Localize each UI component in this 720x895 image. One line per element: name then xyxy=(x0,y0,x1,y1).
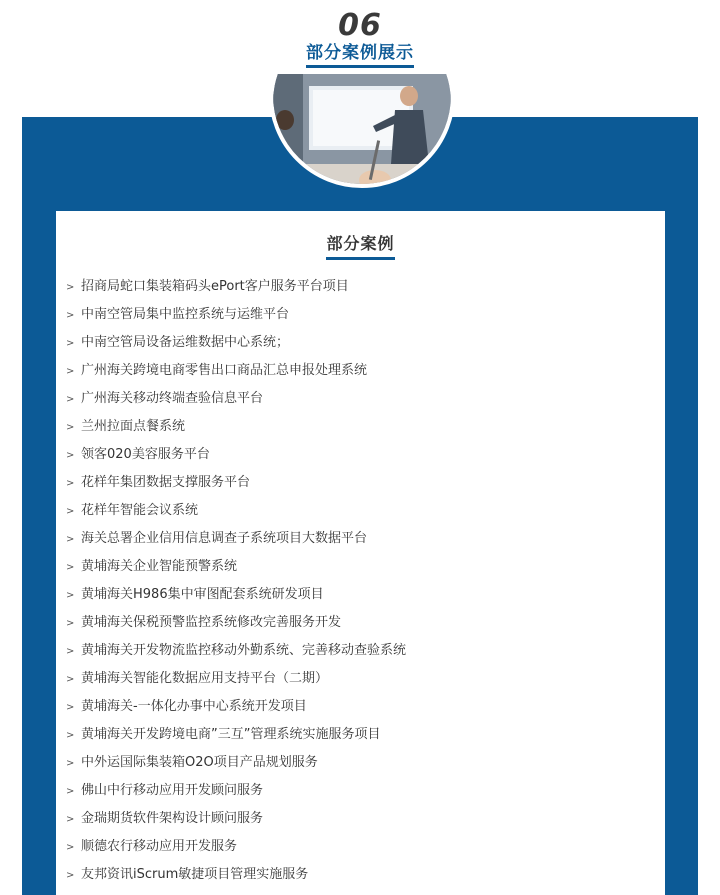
chevron-right-icon: > xyxy=(66,450,75,461)
list-item: > 黄埔海关H986集中审图配套系统研发项目 xyxy=(66,581,406,609)
list-item: > 中外运国际集装箱O2O项目产品规划服务 xyxy=(66,749,406,777)
cases-card xyxy=(56,211,665,895)
chevron-right-icon: > xyxy=(66,870,75,881)
chevron-right-icon: > xyxy=(66,842,75,853)
chevron-right-icon: > xyxy=(66,282,75,293)
list-item: > 花样年集团数据支撑服务平台 xyxy=(66,469,406,497)
list-item: > 黄埔海关开发物流监控移动外勤系统、完善移动查验系统 xyxy=(66,637,406,665)
list-item: > 中南空管局集中监控系统与运维平台 xyxy=(66,301,406,329)
list-item: > 兰州拉面点餐系统 xyxy=(66,413,406,441)
list-item: > 顺德农行移动应用开发服务 xyxy=(66,833,406,861)
chevron-right-icon: > xyxy=(66,562,75,573)
list-item: > 中南空管局设备运维数据中心系统； xyxy=(66,329,406,357)
chevron-right-icon: > xyxy=(66,394,75,405)
chevron-right-icon: > xyxy=(66,310,75,321)
chevron-right-icon: > xyxy=(66,758,75,769)
section-title: 部分案例展示 xyxy=(306,38,414,68)
chevron-right-icon: > xyxy=(66,506,75,517)
chevron-right-icon: > xyxy=(66,478,75,489)
list-item: > 花样年智能会议系统 xyxy=(66,497,406,525)
list-item: > 黄埔海关智能化数据应用支持平台（二期） xyxy=(66,665,406,693)
section-title-wrap xyxy=(0,38,720,68)
list-item: > 海关总署企业信用信息调查子系统项目大数据平台 xyxy=(66,525,406,553)
chevron-right-icon: > xyxy=(66,590,75,601)
case-list xyxy=(66,273,406,889)
list-item: > 佛山中行移动应用开发顾问服务 xyxy=(66,777,406,805)
chevron-right-icon: > xyxy=(66,618,75,629)
list-item: > 黄埔海关-一体化办事中心系统开发项目 xyxy=(66,693,406,721)
list-item: > 友邦资讯iScrum敏捷项目管理实施服务 xyxy=(66,861,406,889)
chevron-right-icon: > xyxy=(66,366,75,377)
chevron-right-icon: > xyxy=(66,338,75,349)
chevron-right-icon: > xyxy=(66,786,75,797)
section-number: 06 xyxy=(338,8,382,43)
chevron-right-icon: > xyxy=(66,646,75,657)
list-item: > 黄埔海关开发跨境电商”三互”管理系统实施服务项目 xyxy=(66,721,406,749)
chevron-right-icon: > xyxy=(66,534,75,545)
list-item: > 广州海关跨境电商零售出口商品汇总申报处理系统 xyxy=(66,357,406,385)
chevron-right-icon: > xyxy=(66,674,75,685)
chevron-right-icon: > xyxy=(66,814,75,825)
card-title: 部分案例 xyxy=(326,231,394,260)
card-title-wrap xyxy=(56,231,665,260)
chevron-right-icon: > xyxy=(66,422,75,433)
list-item: > 招商局蛇口集装箱码头ePort客户服务平台项目 xyxy=(66,273,406,301)
list-item: > 黄埔海关保税预警监控系统修改完善服务开发 xyxy=(66,609,406,637)
chevron-right-icon: > xyxy=(66,702,75,713)
chevron-right-icon: > xyxy=(66,730,75,741)
list-item: > 黄埔海关企业智能预警系统 xyxy=(66,553,406,581)
list-item: > 金瑞期货软件架构设计顾问服务 xyxy=(66,805,406,833)
list-item: > 广州海关移动终端查验信息平台 xyxy=(66,385,406,413)
list-item: > 领客020美容服务平台 xyxy=(66,441,406,469)
